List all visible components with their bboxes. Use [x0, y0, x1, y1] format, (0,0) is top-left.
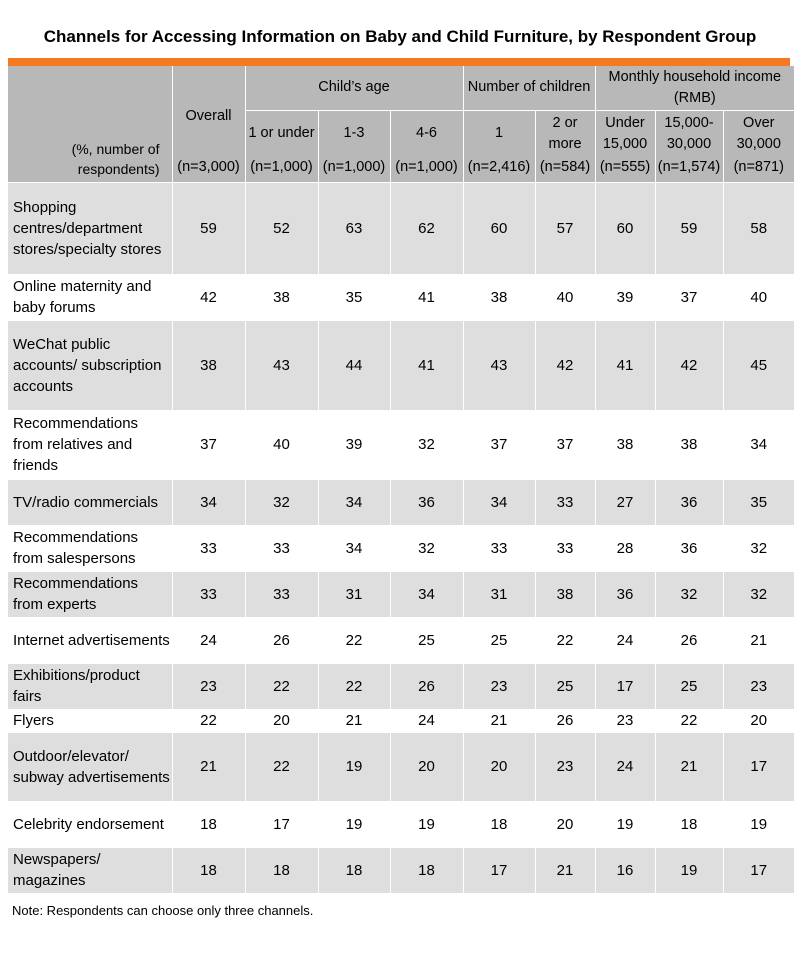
value-cell: 34 — [723, 410, 794, 479]
subheader-income-over-30000: Over 30,000 — [723, 110, 794, 157]
stub-header: (%, number of respondents) — [8, 66, 172, 182]
value-cell: 38 — [172, 320, 245, 410]
value-cell: 20 — [463, 732, 535, 801]
table-row — [8, 525, 794, 571]
value-cell: 42 — [655, 320, 723, 410]
n-count: (n=1,000) — [390, 157, 463, 182]
value-cell: 33 — [172, 525, 245, 571]
n-count: (n=871) — [723, 157, 794, 182]
value-cell: 33 — [172, 571, 245, 617]
value-cell: 22 — [172, 709, 245, 732]
value-cell: 42 — [535, 320, 595, 410]
value-cell: 18 — [172, 847, 245, 893]
number-of-children-header: Number of children — [463, 66, 595, 110]
value-cell: 32 — [655, 571, 723, 617]
value-cell: 18 — [245, 847, 318, 893]
value-cell: 22 — [535, 617, 595, 663]
value-cell: 17 — [723, 732, 794, 801]
table-row — [8, 732, 794, 801]
value-cell: 24 — [595, 617, 655, 663]
value-cell: 20 — [723, 709, 794, 732]
title-accent-rule — [8, 58, 790, 66]
value-cell: 32 — [723, 571, 794, 617]
row-label: Flyers — [8, 709, 172, 732]
value-cell: 18 — [463, 801, 535, 847]
table-row — [8, 182, 794, 274]
value-cell: 25 — [390, 617, 463, 663]
value-cell: 22 — [245, 663, 318, 709]
value-cell: 43 — [463, 320, 535, 410]
value-cell: 21 — [318, 709, 390, 732]
value-cell: 26 — [390, 663, 463, 709]
subheader-children-1: 1 — [463, 110, 535, 157]
value-cell: 24 — [595, 732, 655, 801]
row-label: Online maternity and baby forums — [8, 274, 172, 320]
value-cell: 38 — [245, 274, 318, 320]
value-cell: 45 — [723, 320, 794, 410]
table-row — [8, 410, 794, 479]
value-cell: 41 — [595, 320, 655, 410]
table-row — [8, 320, 794, 410]
subheader-income-15000-30000: 15,000-30,000 — [655, 110, 723, 157]
overall-header: Overall — [172, 66, 245, 157]
value-cell: 21 — [535, 847, 595, 893]
n-count: (n=2,416) — [463, 157, 535, 182]
n-count: (n=1,000) — [245, 157, 318, 182]
value-cell: 20 — [245, 709, 318, 732]
value-cell: 34 — [172, 479, 245, 525]
value-cell: 17 — [595, 663, 655, 709]
value-cell: 19 — [318, 732, 390, 801]
value-cell: 32 — [390, 525, 463, 571]
value-cell: 24 — [172, 617, 245, 663]
row-label: TV/radio commercials — [8, 479, 172, 525]
row-label: Celebrity endorsement — [8, 801, 172, 847]
value-cell: 26 — [655, 617, 723, 663]
value-cell: 33 — [535, 479, 595, 525]
value-cell: 33 — [535, 525, 595, 571]
value-cell: 25 — [463, 617, 535, 663]
value-cell: 60 — [463, 182, 535, 274]
value-cell: 37 — [463, 410, 535, 479]
row-label: Internet advertisements — [8, 617, 172, 663]
value-cell: 42 — [172, 274, 245, 320]
row-label: Recommendations from experts — [8, 571, 172, 617]
value-cell: 38 — [595, 410, 655, 479]
value-cell: 20 — [390, 732, 463, 801]
value-cell: 36 — [655, 525, 723, 571]
row-label: Newspapers/ magazines — [8, 847, 172, 893]
n-count: (n=1,574) — [655, 157, 723, 182]
subheader-age-1-3: 1-3 — [318, 110, 390, 157]
subheader-age-1-or-under: 1 or under — [245, 110, 318, 157]
value-cell: 21 — [723, 617, 794, 663]
childs-age-header: Child’s age — [245, 66, 463, 110]
table-row — [8, 847, 794, 893]
value-cell: 19 — [655, 847, 723, 893]
value-cell: 23 — [463, 663, 535, 709]
row-label: Shopping centres/department stores/specialty stores — [8, 182, 172, 274]
table-row — [8, 617, 794, 663]
value-cell: 38 — [463, 274, 535, 320]
data-table — [8, 66, 794, 893]
value-cell: 23 — [172, 663, 245, 709]
value-cell: 21 — [655, 732, 723, 801]
value-cell: 32 — [245, 479, 318, 525]
subheader-income-under-15000: Under 15,000 — [595, 110, 655, 157]
value-cell: 40 — [245, 410, 318, 479]
row-label: Outdoor/elevator/ subway advertisements — [8, 732, 172, 801]
value-cell: 26 — [245, 617, 318, 663]
value-cell: 17 — [723, 847, 794, 893]
value-cell: 19 — [595, 801, 655, 847]
value-cell: 41 — [390, 274, 463, 320]
value-cell: 24 — [390, 709, 463, 732]
value-cell: 22 — [655, 709, 723, 732]
value-cell: 36 — [390, 479, 463, 525]
footnote: Note: Respondents can choose only three channels. — [12, 903, 314, 918]
table-row — [8, 663, 794, 709]
value-cell: 16 — [595, 847, 655, 893]
value-cell: 35 — [318, 274, 390, 320]
value-cell: 21 — [172, 732, 245, 801]
value-cell: 19 — [318, 801, 390, 847]
value-cell: 57 — [535, 182, 595, 274]
value-cell: 18 — [655, 801, 723, 847]
n-count: (n=555) — [595, 157, 655, 182]
value-cell: 40 — [535, 274, 595, 320]
value-cell: 20 — [535, 801, 595, 847]
value-cell: 34 — [318, 525, 390, 571]
value-cell: 33 — [245, 571, 318, 617]
n-count: (n=584) — [535, 157, 595, 182]
value-cell: 40 — [723, 274, 794, 320]
value-cell: 63 — [318, 182, 390, 274]
value-cell: 33 — [245, 525, 318, 571]
row-label: WeChat public accounts/ subscription accounts — [8, 320, 172, 410]
value-cell: 32 — [723, 525, 794, 571]
value-cell: 28 — [595, 525, 655, 571]
value-cell: 31 — [318, 571, 390, 617]
value-cell: 34 — [390, 571, 463, 617]
value-cell: 22 — [245, 732, 318, 801]
value-cell: 59 — [172, 182, 245, 274]
n-count: (n=1,000) — [318, 157, 390, 182]
household-income-header: Monthly household income (RMB) — [595, 66, 794, 110]
table-row — [8, 709, 794, 732]
value-cell: 37 — [535, 410, 595, 479]
value-cell: 17 — [463, 847, 535, 893]
value-cell: 19 — [390, 801, 463, 847]
value-cell: 22 — [318, 663, 390, 709]
value-cell: 41 — [390, 320, 463, 410]
row-label: Exhibitions/product fairs — [8, 663, 172, 709]
value-cell: 36 — [595, 571, 655, 617]
table-title: Channels for Accessing Information on Baby and Child Furniture, by Respondent Group — [43, 27, 757, 46]
value-cell: 38 — [655, 410, 723, 479]
value-cell: 19 — [723, 801, 794, 847]
value-cell: 32 — [390, 410, 463, 479]
value-cell: 44 — [318, 320, 390, 410]
value-cell: 21 — [463, 709, 535, 732]
value-cell: 18 — [390, 847, 463, 893]
table-header — [8, 66, 794, 182]
value-cell: 34 — [463, 479, 535, 525]
value-cell: 60 — [595, 182, 655, 274]
table-row — [8, 571, 794, 617]
value-cell: 36 — [655, 479, 723, 525]
subheader-age-4-6: 4-6 — [390, 110, 463, 157]
value-cell: 33 — [463, 525, 535, 571]
value-cell: 34 — [318, 479, 390, 525]
value-cell: 37 — [655, 274, 723, 320]
subheader-children-2-or-more: 2 or more — [535, 110, 595, 157]
value-cell: 23 — [723, 663, 794, 709]
table-row — [8, 479, 794, 525]
value-cell: 18 — [318, 847, 390, 893]
table-body — [8, 182, 794, 893]
value-cell: 18 — [172, 801, 245, 847]
value-cell: 39 — [318, 410, 390, 479]
value-cell: 23 — [595, 709, 655, 732]
row-label: Recommendations from relatives and friends — [8, 410, 172, 479]
n-count: (n=3,000) — [172, 157, 245, 182]
value-cell: 27 — [595, 479, 655, 525]
value-cell: 52 — [245, 182, 318, 274]
value-cell: 43 — [245, 320, 318, 410]
value-cell: 26 — [535, 709, 595, 732]
value-cell: 59 — [655, 182, 723, 274]
row-label: Recommendations from salespersons — [8, 525, 172, 571]
value-cell: 37 — [172, 410, 245, 479]
value-cell: 23 — [535, 732, 595, 801]
table-row — [8, 801, 794, 847]
value-cell: 25 — [535, 663, 595, 709]
value-cell: 31 — [463, 571, 535, 617]
value-cell: 17 — [245, 801, 318, 847]
value-cell: 35 — [723, 479, 794, 525]
value-cell: 25 — [655, 663, 723, 709]
value-cell: 22 — [318, 617, 390, 663]
value-cell: 38 — [535, 571, 595, 617]
value-cell: 58 — [723, 182, 794, 274]
value-cell: 62 — [390, 182, 463, 274]
table-row — [8, 274, 794, 320]
value-cell: 39 — [595, 274, 655, 320]
